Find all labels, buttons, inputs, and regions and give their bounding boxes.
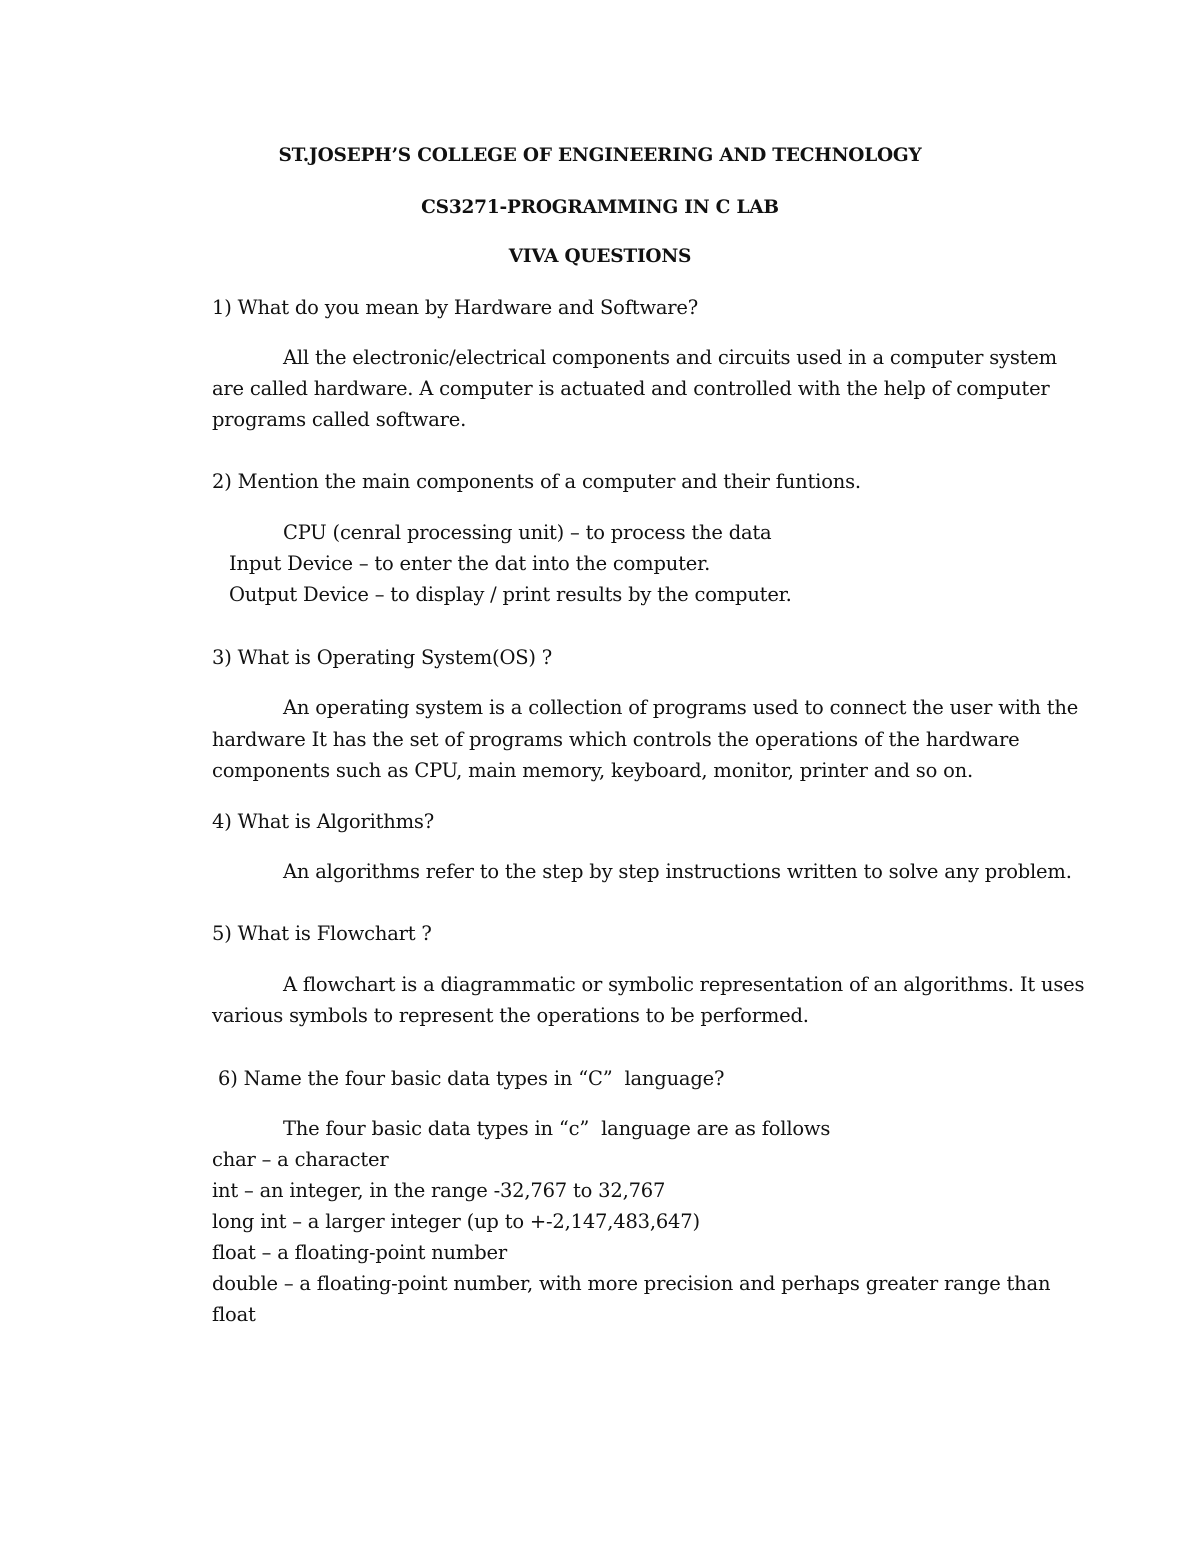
answer-3-line-2: hardware It has the set of programs which controls the operations of the hardware xyxy=(212,728,1020,751)
answer-2-line-2: Input Device – to enter the dat into the computer. xyxy=(229,552,711,575)
answer-3-line-3: components such as CPU, main memory, keyboard, monitor, printer and so on. xyxy=(212,759,974,782)
college-title: ST.JOSEPH’S COLLEGE OF ENGINEERING AND TECHNOLOGY xyxy=(278,145,922,166)
question-1: 1) What do you mean by Hardware and Software? xyxy=(212,296,698,319)
answer-6-line-6: double – a floating-point number, with more precision and perhaps greater range than xyxy=(212,1272,1051,1295)
answer-1-line-3: programs called software. xyxy=(212,408,467,431)
question-6: 6) Name the four basic data types in “C” language? xyxy=(212,1067,725,1090)
answer-6-line-1: The four basic data types in “c” language are as follows xyxy=(283,1117,831,1140)
question-4: 4) What is Algorithms? xyxy=(212,810,434,833)
answer-6-line-3: int – an integer, in the range -32,767 to 32,767 xyxy=(212,1179,666,1202)
answer-2-line-3: Output Device – to display / print results by the computer. xyxy=(229,583,792,606)
answer-1-line-1: All the electronic/electrical components and circuits used in a computer system xyxy=(283,346,1057,369)
question-5: 5) What is Flowchart ? xyxy=(212,922,432,945)
answer-2-line-1: CPU (cenral processing unit) – to process the data xyxy=(283,521,772,544)
course-title: CS3271-PROGRAMMING IN C LAB xyxy=(421,197,779,218)
answer-5-line-1: A flowchart is a diagrammatic or symbolic representation of an algorithms. It uses xyxy=(283,973,1085,996)
question-3: 3) What is Operating System(OS) ? xyxy=(212,646,553,669)
answer-3-line-1: An operating system is a collection of programs used to connect the user with the xyxy=(283,696,1079,719)
answer-1-line-2: are called hardware. A computer is actuated and controlled with the help of computer xyxy=(212,377,1050,400)
answer-6-line-2: char – a character xyxy=(212,1148,389,1171)
answer-6-line-4: long int – a larger integer (up to +-2,147,483,647) xyxy=(212,1210,700,1233)
answer-4-line-1: An algorithms refer to the step by step instructions written to solve any problem. xyxy=(283,860,1072,883)
answer-6-line-7: float xyxy=(212,1303,256,1326)
section-title: VIVA QUESTIONS xyxy=(508,246,692,267)
answer-6-line-5: float – a floating-point number xyxy=(212,1241,507,1264)
question-2: 2) Mention the main components of a computer and their funtions. xyxy=(212,470,861,493)
answer-5-line-2: various symbols to represent the operations to be performed. xyxy=(212,1004,809,1027)
